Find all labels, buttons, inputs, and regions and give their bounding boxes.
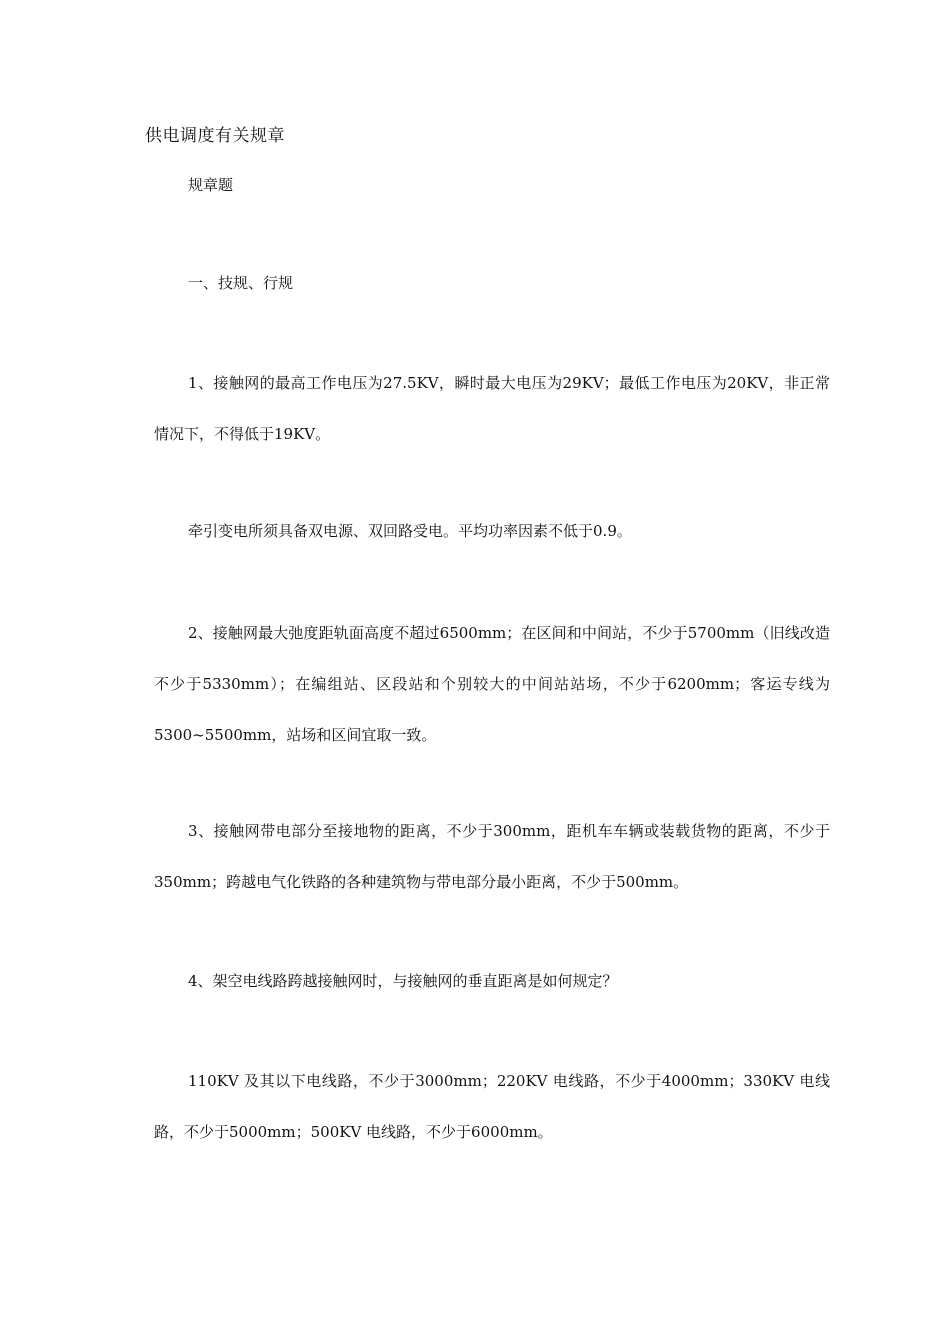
paragraph-1: 1、接触网的最高工作电压为27.5KV，瞬时最大电压为29KV；最低工作电压为20KV，非正常情况下，不得低于19KV。	[154, 374, 830, 443]
paragraph-3: 2、接触网最大弛度距轨面高度不超过6500mm；在区间和中间站，不少于5700mm（旧线改造不少于5330mm）；在编组站、区段站和个别较大的中间站站场，不少于6200mm；客运专线为5300~5500mm，站场和区间宜取一致。	[154, 624, 830, 744]
paragraph-6: 110KV 及其以下电线路，不少于3000mm；220KV 电线路，不少于4000mm；330KV 电线路，不少于5000mm；500KV 电线路，不少于6000mm。	[154, 1072, 830, 1141]
document-subtitle: 规章题	[188, 176, 234, 194]
document-title: 供电调度有关规章	[145, 126, 285, 146]
paragraph-2: 牵引变电所须具备双电源、双回路受电。平均功率因素不低于0.9。	[188, 522, 632, 540]
section-heading: 一、技规、行规	[188, 274, 294, 292]
paragraph-5: 4、架空电线路跨越接触网时，与接触网的垂直距离是如何规定？	[188, 972, 618, 990]
paragraph-4: 3、接触网带电部分至接地物的距离，不少于300mm，距机车车辆或装载货物的距离，不少于350mm；跨越电气化铁路的各种建筑物与带电部分最小距离，不少于500mm。	[154, 822, 830, 891]
